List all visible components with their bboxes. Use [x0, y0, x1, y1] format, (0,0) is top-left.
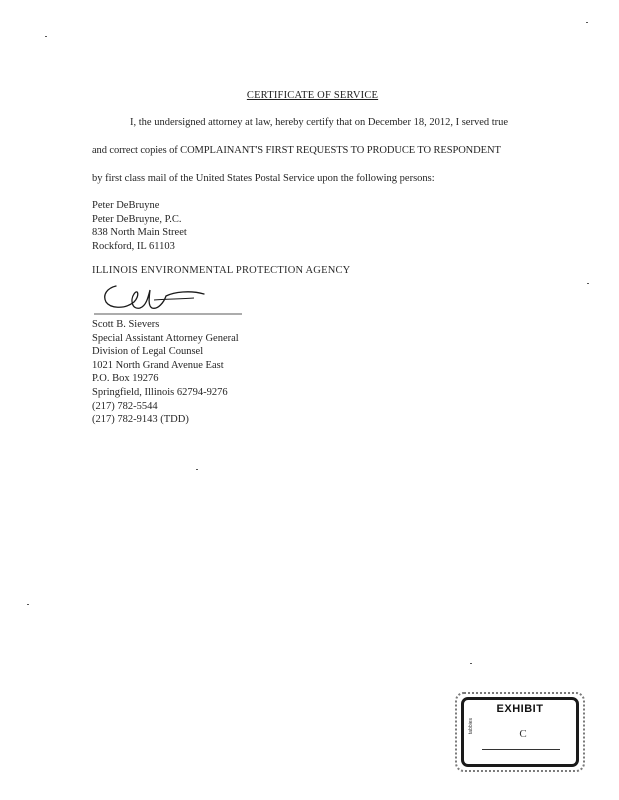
- signer-phone: (217) 782-5544: [92, 400, 158, 412]
- scan-speck: [196, 469, 198, 470]
- signer-title: Special Assistant Attorney General: [92, 332, 239, 344]
- exhibit-letter: C: [519, 728, 527, 740]
- recipient-line: Peter DeBruyne: [92, 200, 160, 211]
- certificate-title: CERTIFICATE OF SERVICE: [246, 90, 379, 101]
- recipient-line: Peter DeBruyne, P.C.: [92, 213, 182, 225]
- exhibit-stamp: [461, 697, 579, 767]
- body-line-1: I, the undersigned attorney at law, hereby certify that on December 18, 2012, I served true: [130, 117, 509, 128]
- stamp-brand: tabbies: [468, 718, 474, 735]
- signer-street: 1021 North Grand Avenue East: [92, 359, 224, 371]
- recipient-address-block: [92, 199, 187, 253]
- agency-name: ILLINOIS ENVIRONMENTAL PROTECTION AGENCY: [92, 265, 351, 276]
- signer-po-box: P.O. Box 19276: [92, 373, 159, 385]
- signer-block: [92, 318, 239, 427]
- signature-image: [94, 280, 244, 320]
- scan-speck: [45, 36, 47, 37]
- scan-speck: [470, 663, 472, 664]
- signer-city: Springfield, Illinois 62794-9276: [92, 386, 228, 398]
- scan-speck: [587, 283, 589, 284]
- signer-name: Scott B. Sievers: [92, 319, 160, 330]
- body-line-3: by first class mail of the United States Postal Service upon the following persons:: [92, 173, 435, 184]
- body-line-2: and correct copies of COMPLAINANT'S FIRST REQUESTS TO PRODUCE TO RESPONDENT: [92, 145, 501, 156]
- exhibit-label: EXHIBIT: [496, 703, 544, 715]
- exhibit-rule: [482, 749, 560, 750]
- recipient-line: Rockford, IL 61103: [92, 240, 175, 252]
- recipient-line: 838 North Main Street: [92, 227, 187, 239]
- scan-speck: [586, 22, 588, 23]
- signer-tdd: (217) 782-9143 (TDD): [92, 414, 189, 426]
- signer-division: Division of Legal Counsel: [92, 346, 204, 358]
- scan-speck: [27, 604, 29, 605]
